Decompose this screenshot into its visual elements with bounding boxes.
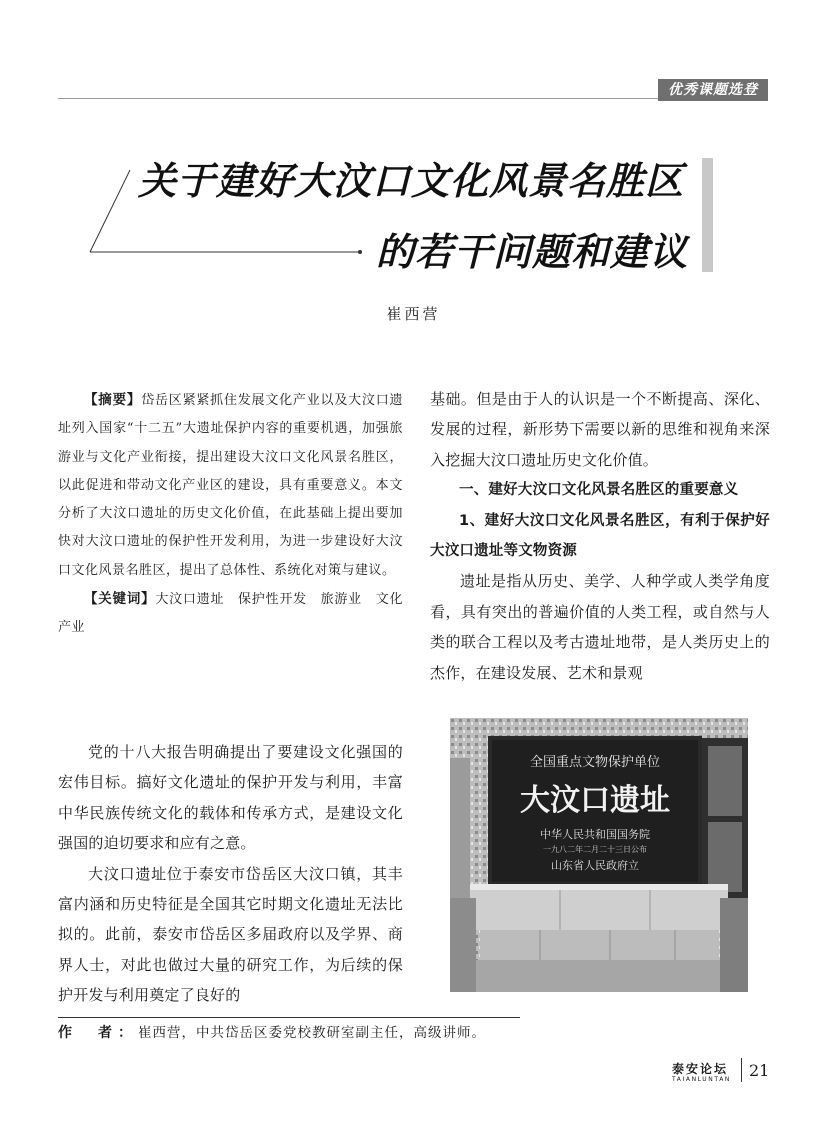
keywords-text: 大汶口遗址 保护性开发 旅游业 文化产业 [58, 592, 403, 636]
body-left-column [58, 737, 403, 1011]
keywords-label: 【关键词】 [84, 591, 156, 608]
author-footnote-text: 崔西营，中共岱岳区委党校教研室副主任，高级讲师。 [138, 1025, 486, 1041]
subsection-heading: 1、建好大汶口文化风景名胜区，有利于保护好大汶口遗址等文物资源 [430, 512, 770, 560]
body-paragraph: 大汶口遗址位于泰安市岱岳区大汶口镇，其丰富内涵和历史特征是全国其它时期文化遗址无法比拟的。此前，泰安市岱岳区多届政府以及学界、商界人士，对此也做过大量的研究工作，为后续的保护开发与利用奠定了良好的 [58, 864, 403, 1005]
author-footnote-label: 作 者： [58, 1025, 138, 1041]
footnote-rule [58, 1017, 520, 1018]
article-title-line-1: 关于建好大汶口文化风景名胜区 [138, 159, 685, 203]
body-right-column [430, 384, 770, 688]
abstract-label: 【摘要】 [84, 392, 142, 408]
tablet-main-text: 大汶口遗址 [520, 783, 670, 818]
journal-name: 泰安论坛 [672, 1062, 729, 1076]
section-heading: 一、建好大汶口文化风景名胜区的重要意义 [459, 482, 739, 499]
site-monument-photo [450, 718, 748, 992]
body-paragraph: 党的十八大报告明确提出了要建设文化强国的宏伟目标。搞好文化遗址的保护开发与利用，丰富中华民族传统文化的载体和传承方式，是建设文化强国的迫切要求和应有之意。 [58, 743, 403, 853]
page-number: 21 [749, 1061, 770, 1080]
abstract-block [58, 386, 403, 643]
author-footnote [58, 1021, 486, 1042]
author-name: 崔西营 [386, 305, 441, 323]
tablet-top-text: 全国重点文物保护单位 [529, 755, 661, 770]
tablet-date-text: 一九八二年二月二十三日公布 [543, 845, 647, 854]
body-paragraph: 遗址是指从历史、美学、人种学或人类学角度看，具有突出的普遍价值的人类工程，或自然与人类的联合工程以及考古遗址地带，是人类历史上的杰作，在建设发展、艺术和景观 [430, 572, 770, 682]
abstract-paragraph [58, 386, 403, 585]
footer-divider [741, 1058, 742, 1082]
journal-name-pinyin: TAIANLUNTAN [672, 1076, 731, 1083]
keywords-paragraph [58, 585, 403, 643]
title-accent-bar [702, 158, 713, 272]
article-title-line-2: 的若干问题和建议 [376, 230, 689, 274]
body-paragraph-continued: 基础。但是由于人的认识是一个不断提高、深化、发展的过程，新形势下需要以新的思维和视角来深入挖掘大汶口遗址历史文化价值。 [430, 390, 770, 469]
abstract-text: 岱岳区紧紧抓住发展文化产业以及大汶口遗址列入国家“十二五”大遗址保护内容的重要机遇，加强旅游业与文化产业衔接，提出建设大汶口文化风景名胜区，以此促进和带动文化产业区的建设，具有重要意义。本文分析了大汶口遗址的历史文化价值，在此基础上提出要加快对大汶口遗址的保护性开发利用，为进一步建设好大汶口文化风景名胜区，提出了总体性、系统化对策与建议。 [58, 393, 403, 578]
tablet-issuer-text: 中华人民共和国国务院 [540, 828, 650, 841]
tablet-erector-text: 山东省人民政府立 [551, 859, 639, 872]
section-tag: 优秀课题选登 [658, 79, 768, 101]
